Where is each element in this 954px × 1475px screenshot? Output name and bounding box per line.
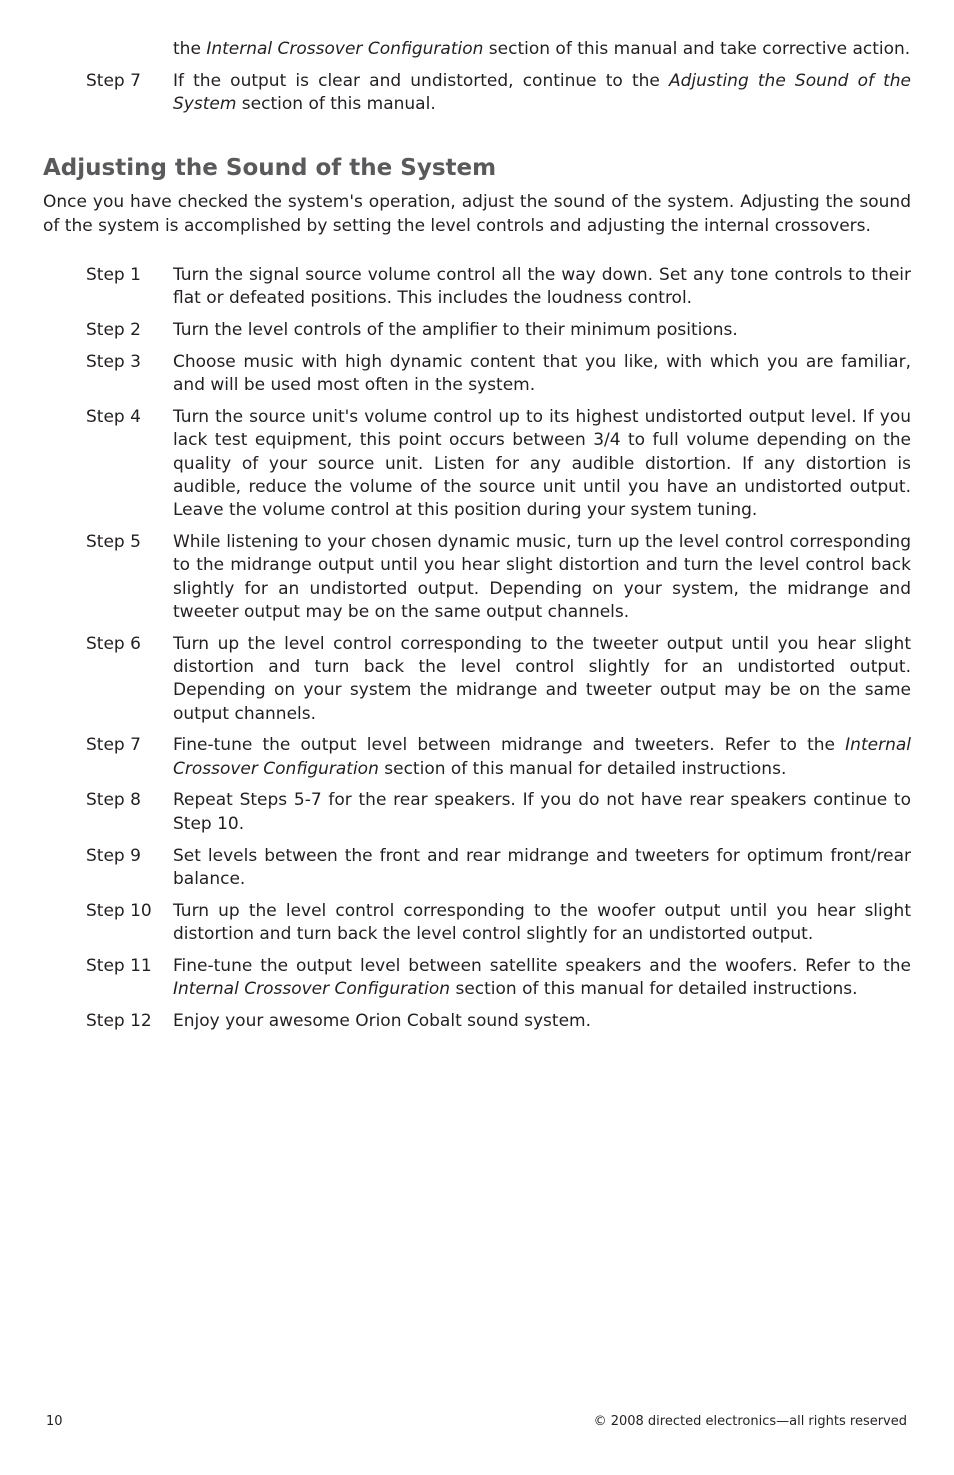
- step-text: Turn up the level control corresponding to the woofer output until you hear slight distortion and turn back the level control slightly for an undistorted output.: [173, 900, 911, 944]
- step-text: Repeat Steps 5-7 for the rear speakers. If you do not have rear speakers continue to Step 10.: [173, 790, 911, 834]
- step-item-12: [43, 1010, 911, 1033]
- step-label: Step 7: [86, 735, 141, 756]
- step-text: Fine-tune the output level between midrange and tweeters. Refer to the Internal Crossover Configuration section of this manual for detailed instructions.: [173, 735, 911, 779]
- page-content: [43, 38, 911, 1042]
- step-item-1: [43, 264, 911, 311]
- step-label: Step 7: [86, 70, 141, 91]
- step-item-9: [43, 845, 911, 892]
- continued-step-text: the Internal Crossover Configuration section of this manual and take corrective action.: [173, 39, 911, 59]
- crossover-section-reference: Internal Crossover Configuration: [173, 735, 911, 779]
- crossover-section-reference: Internal Crossover Configuration: [206, 39, 484, 59]
- step-label: Step 1: [86, 264, 141, 285]
- step-label: Step 5: [86, 531, 141, 552]
- step-item-7: [43, 734, 911, 781]
- step-item-11: [43, 955, 911, 1002]
- step-text: Set levels between the front and rear midrange and tweeters for optimum front/rear balance.: [173, 845, 911, 889]
- step-item-3: [43, 351, 911, 398]
- step-label: Step 8: [86, 790, 141, 811]
- step-item-5: [43, 531, 911, 624]
- step-item-2: [43, 319, 911, 342]
- step-label: Step 9: [86, 845, 141, 866]
- step-label: Step 6: [86, 633, 141, 654]
- step-text: Turn the source unit's volume control up to its highest undistorted output level. If you lack test equipment, this point occurs between 3/4 to full volume depending on the quality of your source unit. Listen for any audible distortion. If any distortion is audible, reduce the volume of the source unit until you have an undistorted output. Leave the volume control at this position during your system tuning.: [173, 406, 911, 521]
- step-label: Step 10: [86, 900, 152, 921]
- step-text: Turn the level controls of the amplifier to their minimum positions.: [173, 320, 738, 341]
- step-item-6: [43, 633, 911, 726]
- crossover-section-reference: Internal Crossover Configuration: [173, 979, 451, 999]
- step-item-4: [43, 406, 911, 522]
- step-text: Turn up the level control corresponding to the tweeter output until you hear slight distortion and turn back the level control slightly for an undistorted output. Depending on your system the midrange and tweeter output may be on the same output channels.: [173, 633, 911, 724]
- step-label: Step 11: [86, 955, 152, 976]
- step-label: Step 4: [86, 406, 141, 427]
- copyright-notice: © 2008 directed electronics—all rights reserved: [593, 1414, 907, 1429]
- step-text: Turn the signal source volume control all the way down. Set any tone controls to their flat or defeated positions. This includes the loudness control.: [173, 264, 911, 309]
- step-text: Enjoy your awesome Orion Cobalt sound system.: [173, 1010, 592, 1031]
- adjusting-section-reference: Adjusting the Sound of the System: [173, 70, 912, 115]
- step-label: Step 3: [86, 351, 141, 372]
- section-heading: Adjusting the Sound of the System: [43, 155, 497, 182]
- step-label: Step 2: [86, 320, 141, 341]
- step-label: Step 12: [86, 1010, 152, 1031]
- step-item-10: [43, 900, 911, 947]
- page-number: 10: [46, 1414, 63, 1429]
- steps-list: [43, 264, 911, 1033]
- step-text: Fine-tune the output level between satellite speakers and the woofers. Refer to the Internal Crossover Configuration section of this manual for detailed instructions.: [173, 955, 911, 999]
- step-text: If the output is clear and undistorted, continue to the Adjusting the Sound of the System section of this manual.: [173, 70, 912, 115]
- step-item-prev-7: [43, 70, 911, 117]
- section-intro: Once you have checked the system's operation, adjust the sound of the system. Adjusting the sound of the system is accomplished by setting the level controls and adjusting the internal crossovers.: [43, 192, 911, 236]
- step-text: Choose music with high dynamic content that you like, with which you are familiar, and will be used most often in the system.: [173, 351, 911, 396]
- step-item-8: [43, 789, 911, 836]
- step-text: While listening to your chosen dynamic music, turn up the level control corresponding to the midrange output until you hear slight distortion and turn the level control back slightly for an undistorted output. Depending on your system, the midrange and tweeter output may be on the same output channels.: [173, 531, 911, 622]
